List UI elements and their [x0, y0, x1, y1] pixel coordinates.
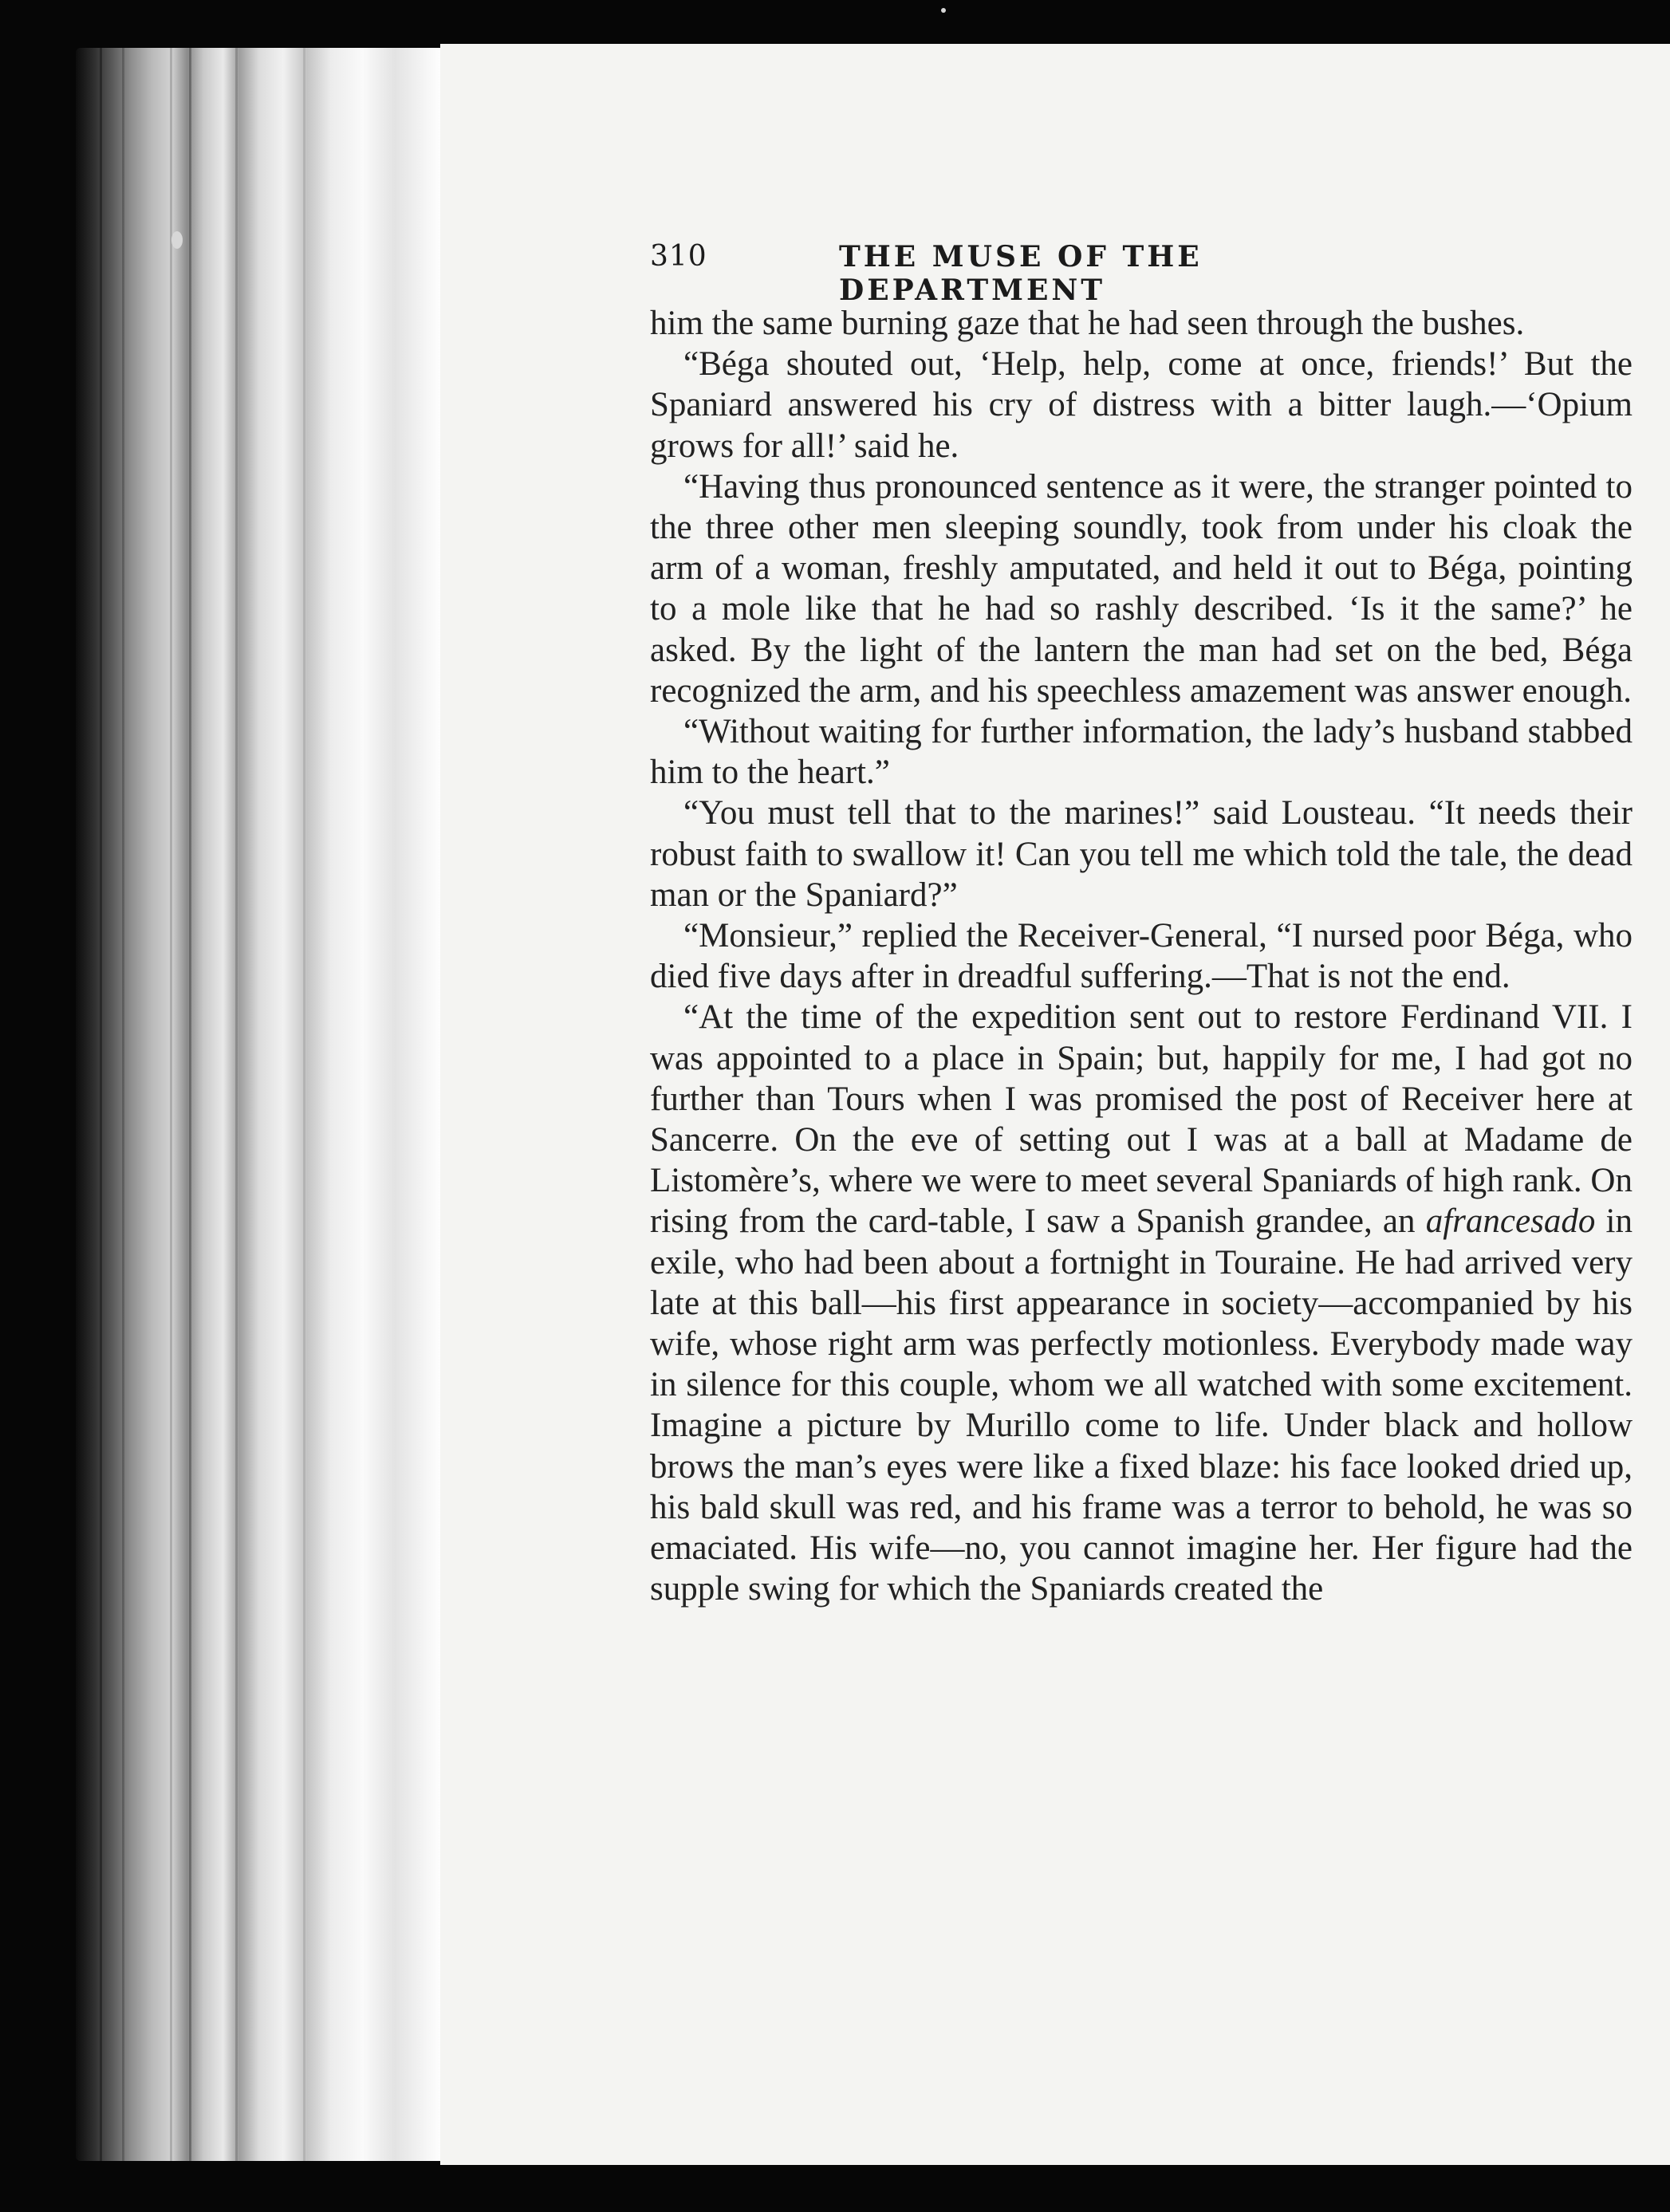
paragraph: “Having thus pronounced sentence as it were, the stranger pointed to the three other men sleeping soundly, took from under his cloak the arm of a woman, freshly amputated, and held it out to Béga, pointing to a mole like that he had so rashly described. ‘Is it the same?’ he asked. By the light of the lantern the man had set on the bed, Béga recognized the arm, and his speechless amazement was answer enough.	[650, 467, 1633, 710]
book-fore-edge	[76, 48, 443, 2161]
running-head: THE MUSE OF THE DEPARTMENT	[839, 240, 1203, 307]
italic-term: afrancesado	[1425, 1202, 1596, 1241]
paragraph: him the same burning gaze that he had seen through the bushes.	[650, 305, 1525, 342]
paragraph-text: “At the time of the expedition sent out to restore Ferdinand VII. I was appointed to a place in Spain; but, happily for me, I had got no further than Tours when I was promised the post of Receiver here at Sancerre. On the eve of setting out I was at a ball at Madame de Listomère’s, where we were to meet several Spaniards of high rank. On rising from the card-table, I saw a Spanish grandee, an	[650, 998, 1633, 1241]
paragraph: “Monsieur,” replied the Receiver-General, “I nursed poor Béga, who died five days after in dreadful suffering.—That is not the end.	[650, 917, 1633, 996]
body-text	[650, 303, 1633, 1610]
page-header	[650, 240, 1447, 307]
paragraph: “Béga shouted out, ‘Help, help, come at once, friends!’ But the Spaniard answered his cry of distress with a bitter laugh.—‘Opium grows for all!’ said he.	[650, 345, 1633, 465]
paragraph-text: in exile, who had been about a fortnight in Touraine. He had arrived very late at this ball—his first appearance in society—accompanied by his wife, whose right arm was perfectly motionless. Everybody made way in silence for this couple, whom we all watched with some excitement. Imagine a picture by Murillo come to life. Under black and hollow brows the man’s eyes were like a fixed blaze: his face looked dried up, his bald skull was red, and his frame was a terror to behold, he was so emaciated. His wife—no, you cannot imagine her. Her figure had the supple swing for which the Spaniards created the	[650, 1202, 1633, 1608]
page-number: 310	[650, 240, 707, 273]
paragraph	[650, 997, 1633, 1609]
scan-speck	[171, 231, 183, 249]
paragraph: “You must tell that to the marines!” said Lousteau. “It needs their robust faith to swallow it! Can you tell me which told the tale, the dead man or the Spaniard?”	[650, 794, 1633, 914]
paragraph: “Without waiting for further information, the lady’s husband stabbed him to the heart.”	[650, 713, 1633, 792]
scan-speck	[941, 8, 946, 13]
